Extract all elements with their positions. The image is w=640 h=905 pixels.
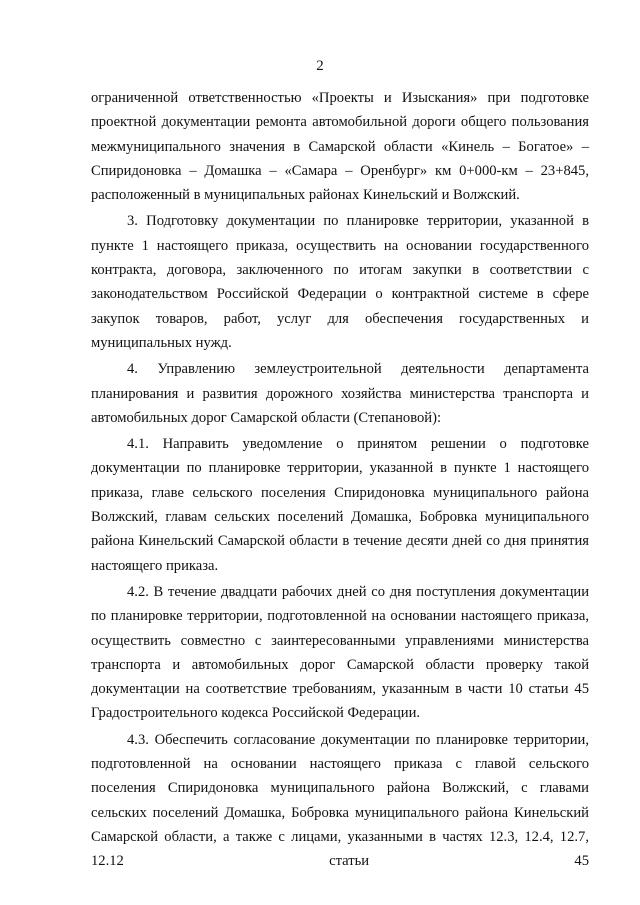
paragraph-item-4: 4. Управлению землеустроительной деятельности департамента планирования и развития дорожного хозяйства министерства транспорта и автомобильных дорог Самарской области (Степановой): — [91, 361, 589, 426]
paragraph-item-4-3: 4.3. Обеспечить согласование документации по планировке территории, подготовленной на основании настоящего приказа с главой сельского поселения Спиридоновка муниципального района Волжский, с главами сельских поселений Домашка, Бобровка муниципального района Кинельский Самарской области, а также с лицами, указанными в частях 12.3, 12.4, 12.7, 12.12 статьи 45 — [91, 731, 589, 870]
paragraph-item-4-2: 4.2. В течение двадцати рабочих дней со дня поступления документации по планировке территории, подготовленной на основании настоящего приказа, осуществить совместно с заинтересованными управлениями министерства транспорта и автомобильных дорог Самарской области проверку такой документации на соответствие требованиям, указанным в части 10 статьи 45 Градостроительного кодекса Российской Федерации. — [91, 583, 589, 722]
paragraph-continuation: ограниченной ответственностью «Проекты и Изыскания» при подготовке проектной документации ремонта автомобильной дороги общего пользования межмуниципального значения в Самарской области «Кинель – Богатое» – Спиридоновка – Домашка – «Самара – Оренбург» км 0+000-км – 23+845, расположенный в муниципальных районах Кинельский и Волжский. — [91, 90, 589, 204]
paragraph-item-3: 3. Подготовку документации по планировке территории, указанной в пункте 1 настоящего приказа, осуществить на основании государственного контракта, договора, заключенного по итогам закупки в соответствии с законодательством Российской Федерации о контрактной системе в сфере закупок товаров, работ, услуг для обеспечения государственных и муниципальных нужд. — [91, 213, 589, 351]
document-body — [91, 86, 589, 874]
paragraph-item-4-1: 4.1. Направить уведомление о принятом решении о подготовке документации по планировке территории, указанной в пункте 1 настоящего приказа, главе сельского поселения Спиридоновка муниципального района Волжский, главам сельских поселений Домашка, Бобровка муниципального района Кинельский Самарской области в течение десяти дней со дня принятия настоящего приказа. — [91, 436, 589, 574]
page-number: 2 — [316, 58, 324, 74]
